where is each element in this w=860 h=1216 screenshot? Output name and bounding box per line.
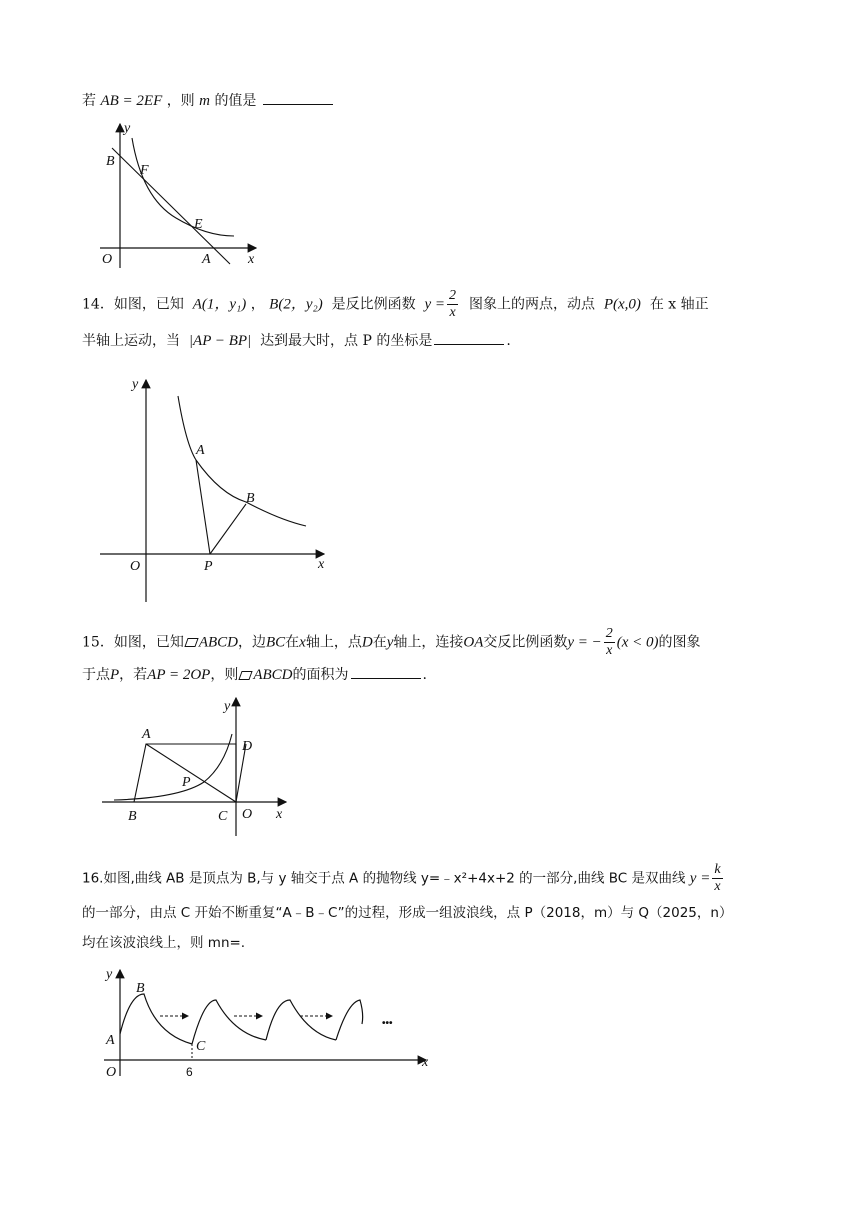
q15-label-o: O — [242, 807, 253, 822]
q15-text-2: ，边 — [238, 634, 266, 651]
parallelogram-icon — [184, 638, 198, 647]
q15-shape-2: ABCD — [253, 667, 293, 683]
q15-text-4: 轴上，点 — [305, 634, 362, 651]
q15-side-bc: BC — [266, 634, 286, 651]
q14-function-fraction — [447, 288, 458, 321]
q15-text-11: ，则 — [210, 667, 239, 683]
q13-label-a: A — [202, 252, 211, 267]
q16-figure — [100, 964, 434, 1080]
q13-condition: AB = 2EF — [100, 93, 163, 109]
parallelogram-icon — [239, 671, 253, 680]
q15-y-var: y — [386, 634, 394, 651]
q16-line-1 — [82, 862, 725, 895]
q15-line-1 — [82, 626, 701, 659]
q14-line-1 — [82, 288, 709, 321]
q16-text-3: 均在该波浪线上，则 mn=. — [82, 935, 246, 951]
q15-label-c: C — [218, 809, 228, 824]
q16-fraction-numerator: k — [714, 862, 721, 877]
q14-segment-bp — [210, 504, 246, 554]
q15-segment-oa: OA — [463, 634, 484, 651]
q15-function-fraction — [604, 626, 615, 659]
q16-label-b: B — [136, 981, 145, 996]
q14-function-lhs: y = — [424, 296, 446, 313]
q16-wave-4 — [336, 1000, 363, 1040]
q13-variable: m — [199, 93, 210, 109]
q15-segment-oa — [146, 744, 236, 802]
q16-function-fraction — [712, 862, 722, 895]
q14-hyperbola — [178, 396, 306, 526]
q16-wave-2 — [192, 1000, 266, 1044]
q14-fraction-numerator: 2 — [449, 288, 457, 303]
q15-function-lhs: y = − — [567, 634, 602, 651]
q15-condition: AP = 2OP — [147, 667, 211, 683]
q16-label-y: y — [106, 967, 113, 982]
q15-text-7: 交反比例函数 — [483, 634, 568, 651]
q15-number: 15． — [82, 634, 114, 651]
q14-expression: |AP − BP| — [188, 333, 252, 349]
q14-point-b: B(2，y₂) — [269, 296, 323, 313]
q15-label-a: A — [142, 727, 151, 742]
q13-statement — [82, 92, 335, 110]
q13-text-1: 若 — [82, 93, 96, 109]
q15-text-5: 在 — [372, 634, 387, 651]
q13-hyperbola — [132, 138, 234, 236]
q16-label-x: x — [422, 1055, 429, 1070]
q15-point-d: D — [361, 634, 373, 651]
q14-text-1: 如图，已知 — [113, 296, 184, 313]
q16-function-lhs: y = — [689, 870, 711, 887]
q14-figure — [100, 374, 330, 606]
q15-shape: ABCD — [198, 634, 238, 651]
q15-text-12: 的面积为 — [292, 667, 349, 683]
q15-text-3: 在 — [285, 634, 300, 651]
q16-label-six: 6 — [186, 1065, 193, 1079]
q14-text-6: 达到最大时，点 P 的坐标是 — [260, 333, 433, 349]
q14-text-5: 半轴上运动，当 — [82, 333, 180, 349]
q15-text-1: 如图，已知 — [113, 634, 184, 651]
q13-text-3: 的值是 — [214, 93, 257, 109]
q14-label-x: x — [318, 557, 325, 572]
q14-text-2: 是反比例函数 — [331, 296, 416, 313]
q14-point-a: A(1，y₁) — [192, 296, 247, 313]
q14-end: . — [506, 333, 511, 349]
q15-fraction-numerator: 2 — [605, 626, 613, 641]
q15-function-domain: (x < 0) — [616, 634, 659, 651]
q14-label-o: O — [130, 559, 141, 574]
q14-label-b: B — [246, 491, 255, 506]
q13-line — [112, 148, 230, 264]
q16-label-a: A — [106, 1033, 115, 1048]
q14-fraction-denominator: x — [449, 305, 456, 320]
q14-segment-ap — [196, 460, 210, 554]
q15-text-8: 的图象 — [658, 634, 701, 651]
q15-text-9: 于点 — [82, 667, 110, 683]
q15-label-d: D — [242, 739, 253, 754]
q16-wave-3 — [266, 1000, 336, 1040]
q13-label-y: y — [124, 121, 131, 136]
q16-text-1: 16.如图,曲线 AB 是顶点为 B,与 y 轴交于点 A 的抛物线 y=﹣x²+4x+2 的一部分,曲线 BC 是双曲线 — [82, 870, 686, 887]
q13-text-2: ，则 — [166, 93, 195, 109]
q14-label-p: P — [204, 559, 213, 574]
q14-text-3: 图象上的两点，动点 — [468, 296, 595, 313]
q13-answer-blank[interactable] — [263, 92, 333, 105]
q15-label-p: P — [182, 775, 191, 790]
q16-label-o: O — [106, 1065, 117, 1080]
q14-text-4: 在 x 轴正 — [649, 296, 709, 313]
q13-figure — [96, 118, 266, 270]
q13-label-o: O — [102, 252, 113, 267]
q14-label-a: A — [196, 443, 205, 458]
q15-text-10: ，若 — [119, 667, 148, 683]
q14-label-y: y — [132, 377, 139, 392]
q15-answer-blank[interactable] — [351, 666, 421, 679]
q15-end: . — [422, 667, 427, 683]
q16-text-2: 的一部分，由点 C 开始不断重复“A﹣B﹣C”的过程，形成一组波浪线，点 P（2018，m）与 Q（2025，n） — [82, 905, 733, 921]
q15-point-p: P — [110, 667, 120, 683]
q16-ellipsis: ••• — [382, 1018, 393, 1029]
q16-fraction-denominator: x — [714, 879, 721, 894]
q13-label-e: E — [194, 217, 203, 232]
q13-label-b: B — [106, 154, 115, 169]
q13-label-x: x — [248, 252, 255, 267]
q15-label-b: B — [128, 809, 137, 824]
q16-line-2 — [82, 904, 732, 922]
q16-wave-1 — [120, 994, 192, 1044]
q15-figure — [100, 694, 292, 840]
q14-answer-blank[interactable] — [434, 332, 504, 345]
q14-point-p: P(x,0) — [603, 296, 641, 313]
q15-x-var: x — [299, 634, 306, 651]
q13-label-f: F — [140, 163, 149, 178]
q15-fraction-denominator: x — [606, 643, 613, 658]
q15-label-y: y — [224, 699, 231, 714]
q15-line-2 — [82, 666, 427, 684]
q14-separator: ， — [250, 296, 265, 313]
q15-label-x: x — [276, 807, 283, 822]
q14-number: 14． — [82, 296, 114, 313]
q16-label-c: C — [196, 1039, 206, 1054]
q16-line-3 — [82, 934, 245, 952]
q15-text-6: 轴上，连接 — [393, 634, 464, 651]
q15-parallelogram — [134, 744, 236, 802]
q14-line-2 — [82, 332, 511, 350]
